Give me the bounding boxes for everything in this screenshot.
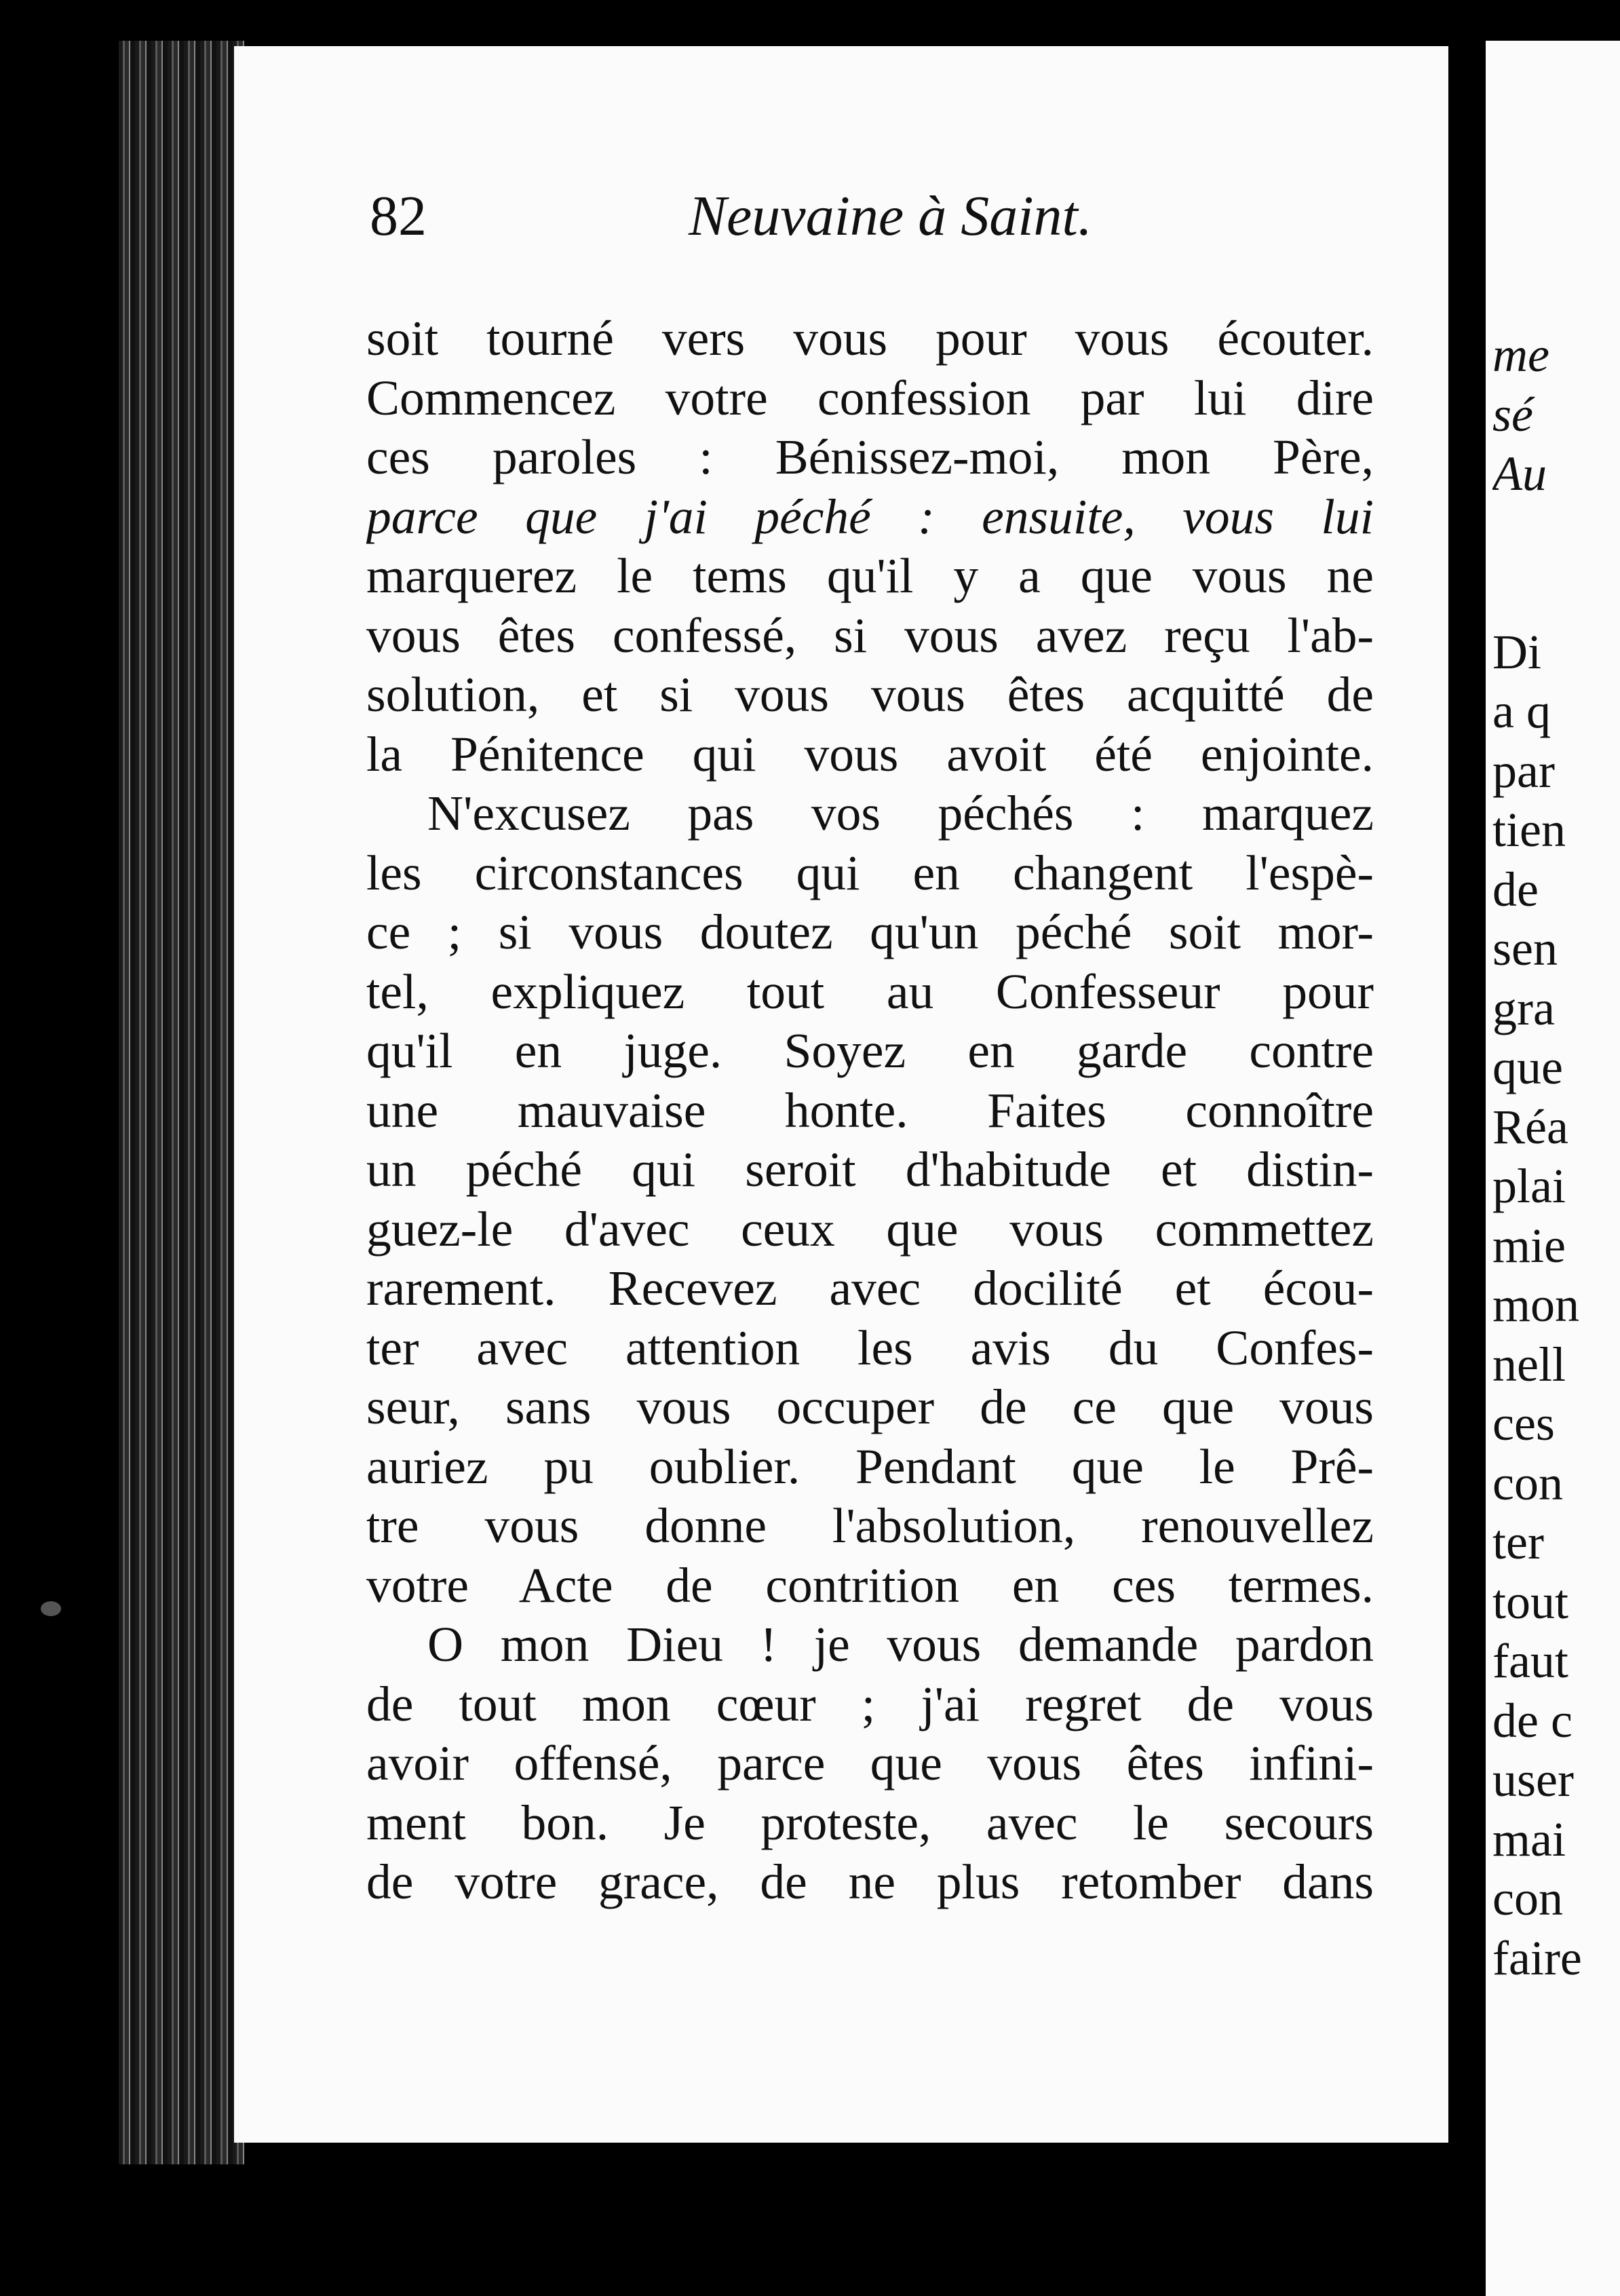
facing-page-text bbox=[1492, 326, 1620, 1988]
running-title: Neuvaine à Saint. bbox=[689, 185, 1092, 248]
text-line: de tout mon cœur ; j'ai regret de vous bbox=[366, 1676, 1374, 1731]
body-text bbox=[366, 309, 1374, 1912]
text-line: guez-le d'avec ceux que vous commettez bbox=[366, 1201, 1374, 1257]
facing-fragment: con bbox=[1492, 1871, 1563, 1926]
text-line: les circonstances qui en changent l'espè- bbox=[366, 845, 1374, 900]
text-line: un péché qui seroit d'habitude et distin- bbox=[366, 1142, 1374, 1197]
text-line: solution, et si vous vous êtes acquitté de bbox=[366, 667, 1374, 722]
text-line: de votre grace, de ne plus retomber dans bbox=[366, 1854, 1374, 1909]
text-line: qu'il en juge. Soyez en garde contre bbox=[366, 1023, 1374, 1078]
text-line: tel, expliquez tout au Confesseur pour bbox=[366, 963, 1374, 1019]
facing-fragment bbox=[1492, 563, 1620, 623]
text-line: ce ; si vous doutez qu'un péché soit mor- bbox=[366, 904, 1374, 959]
page-number: 82 bbox=[370, 185, 427, 248]
facing-fragment: plai bbox=[1492, 1159, 1566, 1213]
facing-fragment: mon bbox=[1492, 1278, 1580, 1332]
facing-fragment: Di bbox=[1492, 624, 1541, 679]
text-line: une mauvaise honte. Faites connoître bbox=[366, 1082, 1374, 1138]
text-line: parce que j'ai péché : ensuite, vous lui bbox=[366, 489, 1374, 544]
text-line: O mon Dieu ! je vous demande pardon bbox=[427, 1617, 1374, 1672]
text-line: rarement. Recevez avec docilité et écou- bbox=[366, 1261, 1374, 1316]
facing-fragment: de c bbox=[1492, 1693, 1573, 1748]
text-line: ces paroles : Bénissez-moi, mon Père, bbox=[366, 429, 1374, 484]
text-line: Commencez votre confession par lui dire bbox=[366, 370, 1374, 425]
facing-fragment: nell bbox=[1492, 1337, 1566, 1392]
text-line: votre Acte de contrition en ces termes. bbox=[366, 1557, 1374, 1613]
facing-fragment: user bbox=[1492, 1753, 1574, 1807]
facing-fragment: de bbox=[1492, 862, 1539, 917]
text-line: auriez pu oublier. Pendant que le Prê- bbox=[366, 1438, 1374, 1494]
facing-fragment: mie bbox=[1492, 1218, 1566, 1273]
text-line: vous êtes confessé, si vous avez reçu l'ab- bbox=[366, 607, 1374, 663]
gutter bbox=[1448, 0, 1486, 2296]
facing-fragment: a q bbox=[1492, 684, 1551, 738]
facing-page bbox=[1486, 41, 1620, 2296]
facing-fragment: sen bbox=[1492, 921, 1558, 976]
facing-fragment: ces bbox=[1492, 1396, 1555, 1451]
facing-fragment: Réa bbox=[1492, 1099, 1568, 1154]
text-line: ment bon. Je proteste, avec le secours bbox=[366, 1795, 1374, 1850]
text-line: tre vous donne l'absolution, renouvellez bbox=[366, 1498, 1374, 1553]
facing-fragment: me bbox=[1492, 328, 1549, 382]
facing-fragment: tien bbox=[1492, 803, 1566, 857]
page-header bbox=[370, 183, 1387, 258]
facing-fragment: gra bbox=[1492, 980, 1555, 1035]
facing-fragment: faut bbox=[1492, 1634, 1568, 1688]
facing-fragment: con bbox=[1492, 1455, 1563, 1510]
facing-fragment: que bbox=[1492, 1040, 1563, 1094]
text-line: avoir offensé, parce que vous êtes infini- bbox=[366, 1736, 1374, 1791]
facing-fragment: ter bbox=[1492, 1515, 1544, 1569]
facing-fragment bbox=[1492, 504, 1620, 564]
facing-fragment: Au bbox=[1492, 446, 1547, 501]
facing-fragment: sé bbox=[1492, 387, 1533, 442]
facing-fragment: par bbox=[1492, 743, 1555, 798]
text-line: seur, sans vous occuper de ce que vous bbox=[366, 1379, 1374, 1434]
text-line: ter avec attention les avis du Confes- bbox=[366, 1320, 1374, 1375]
facing-fragment: faire bbox=[1492, 1930, 1582, 1985]
ink-stain bbox=[41, 1601, 61, 1616]
facing-fragment: tout bbox=[1492, 1574, 1569, 1629]
text-line: la Pénitence qui vous avoit été enjointe. bbox=[366, 726, 1374, 782]
text-line: soit tourné vers vous pour vous écouter. bbox=[366, 311, 1374, 366]
text-line: N'excusez pas vos péchés : marquez bbox=[427, 786, 1374, 841]
book-spine bbox=[119, 41, 244, 2164]
facing-fragment: mai bbox=[1492, 1812, 1566, 1867]
text-line: marquerez le tems qu'il y a que vous ne bbox=[366, 548, 1374, 603]
